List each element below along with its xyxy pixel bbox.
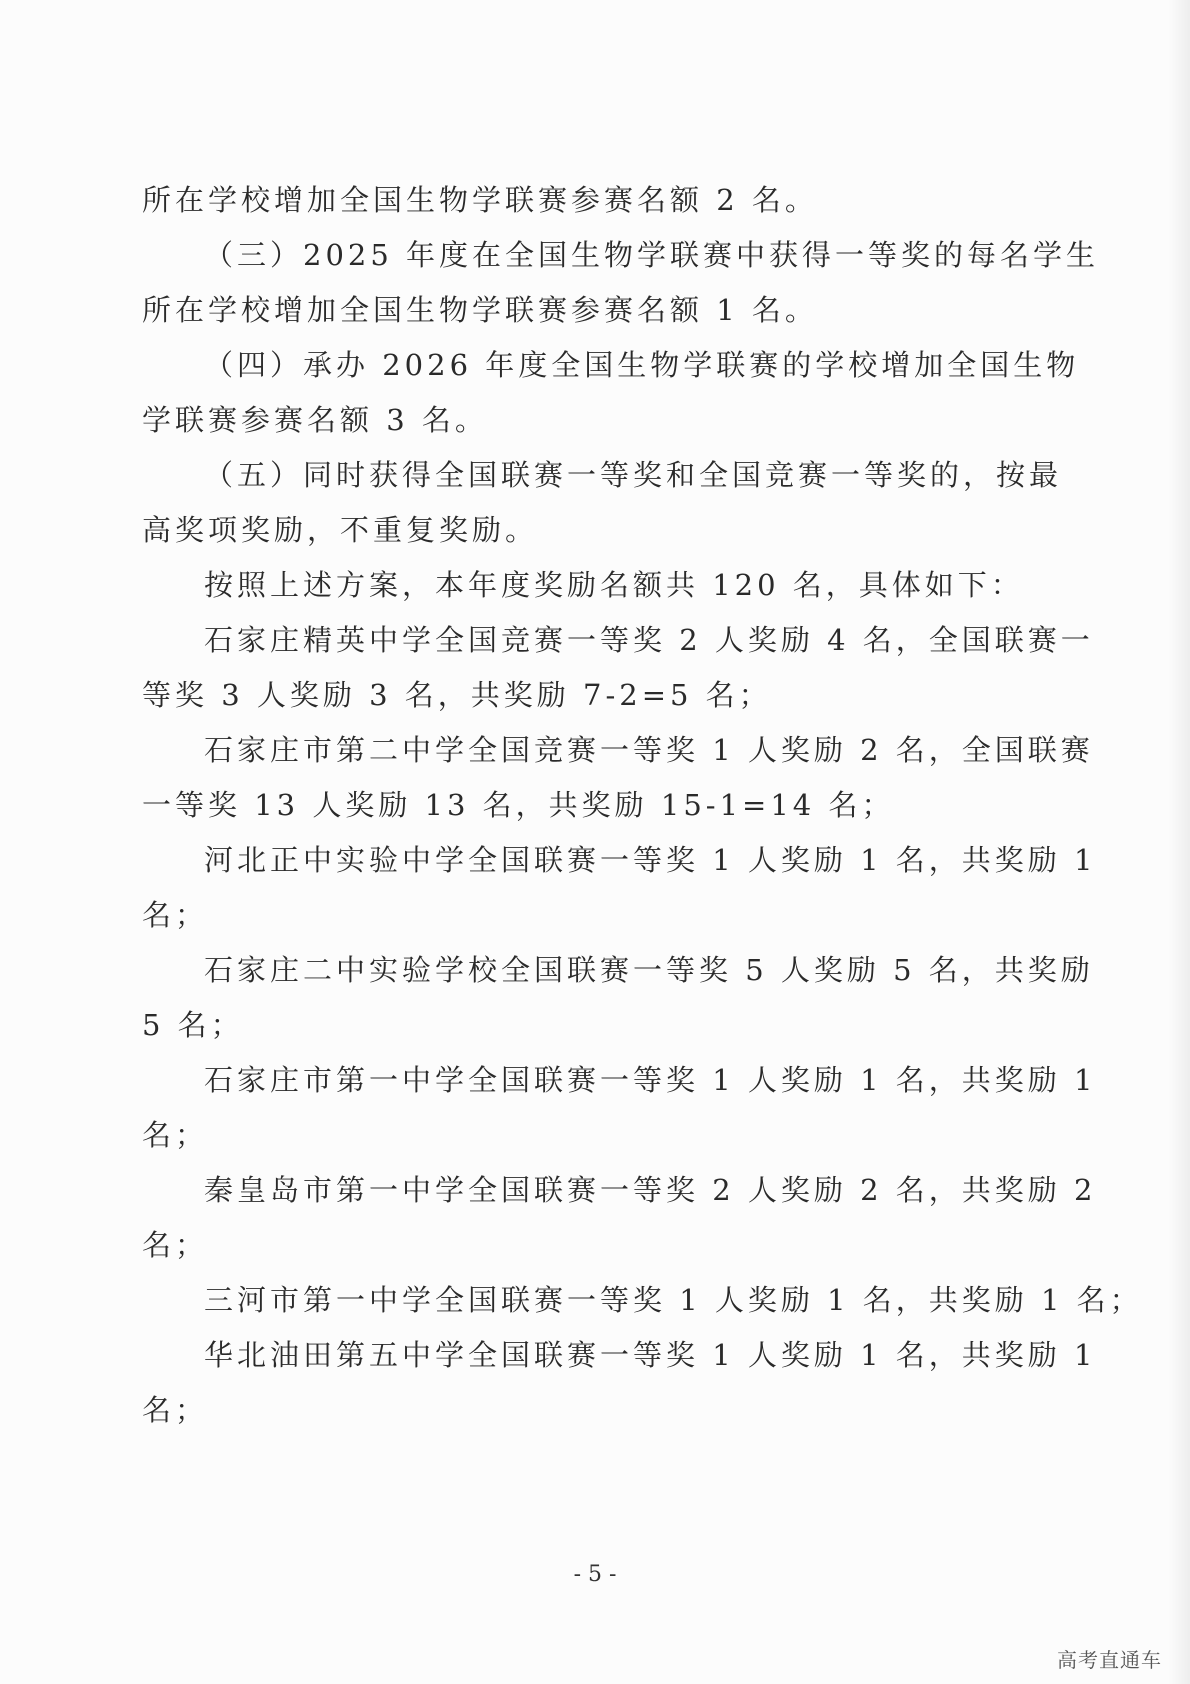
text-line: 石家庄市第二中学全国竞赛一等奖 1 人奖励 2 名，全国联赛 xyxy=(204,733,1094,767)
text-line: 名； xyxy=(142,1393,209,1427)
text-line: 河北正中实验中学全国联赛一等奖 1 人奖励 1 名，共奖励 1 xyxy=(204,843,1097,877)
text-line: 三河市第一中学全国联赛一等奖 1 人奖励 1 名，共奖励 1 名； xyxy=(204,1283,1143,1317)
text-line: 名； xyxy=(142,898,209,932)
text-line: 名； xyxy=(142,1118,209,1152)
text-line: 5 名； xyxy=(142,1008,244,1042)
text-line: （四）承办 2026 年度全国生物学联赛的学校增加全国生物 xyxy=(204,348,1080,382)
text-line: 石家庄精英中学全国竞赛一等奖 2 人奖励 4 名，全国联赛一 xyxy=(204,623,1094,657)
text-line: 所在学校增加全国生物学联赛参赛名额 2 名。 xyxy=(142,183,818,217)
text-line: （五）同时获得全国联赛一等奖和全国竞赛一等奖的，按最 xyxy=(204,458,1063,492)
text-line: 名； xyxy=(142,1228,209,1262)
text-line: 所在学校增加全国生物学联赛参赛名额 1 名。 xyxy=(142,293,818,327)
text-line: 秦皇岛市第一中学全国联赛一等奖 2 人奖励 2 名，共奖励 2 xyxy=(204,1173,1097,1207)
text-line: 等奖 3 人奖励 3 名，共奖励 7-2=5 名； xyxy=(142,678,772,712)
text-line: 学联赛参赛名额 3 名。 xyxy=(142,403,488,437)
text-line: 一等奖 13 人奖励 13 名，共奖励 15-1=14 名； xyxy=(142,788,895,822)
text-line: 石家庄市第一中学全国联赛一等奖 1 人奖励 1 名，共奖励 1 xyxy=(204,1063,1097,1097)
text-line: 华北油田第五中学全国联赛一等奖 1 人奖励 1 名，共奖励 1 xyxy=(204,1338,1097,1372)
text-line: 按照上述方案，本年度奖励名额共 120 名，具体如下： xyxy=(204,568,1024,602)
text-line: 石家庄二中实验学校全国联赛一等奖 5 人奖励 5 名，共奖励 xyxy=(204,953,1094,987)
page-number: - 5 - xyxy=(573,1562,617,1587)
text-line: 高奖项奖励，不重复奖励。 xyxy=(142,513,539,547)
text-line: （三）2025 年度在全国生物学联赛中获得一等奖的每名学生 xyxy=(204,238,1100,272)
source-watermark: 高考直通车 xyxy=(1057,1648,1162,1672)
scan-edge-shadow xyxy=(1168,0,1190,1684)
